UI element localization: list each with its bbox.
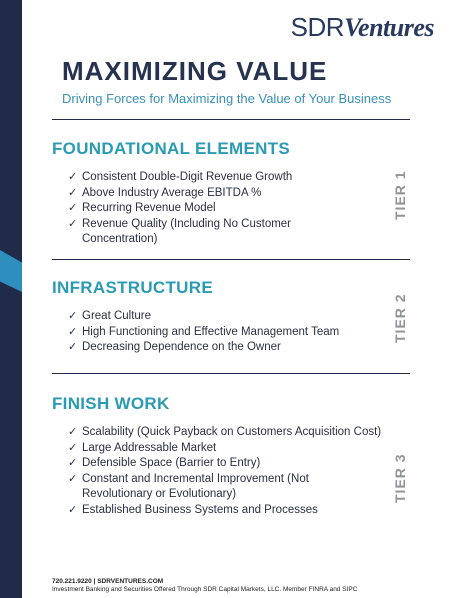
check-icon: ✓ [68, 426, 78, 438]
logo-ventures: Ventures [344, 13, 434, 42]
list-item: ✓ Revenue Quality (Including No Customer [68, 217, 292, 233]
check-icon: ✓ [68, 186, 78, 199]
check-icon: ✓ [68, 472, 78, 485]
list-item: ✓ Large Addressable Market [68, 441, 381, 457]
divider [52, 119, 410, 120]
check-icon: ✓ [68, 457, 78, 469]
list-foundational [68, 170, 292, 248]
section-heading-finish-work: FINISH WORK [52, 394, 170, 413]
check-icon: ✓ [68, 441, 78, 454]
footer-disclaimer: Investment Banking and Securities Offered Through SDR Capital Markets, LLC. Member FINRA and SIPC [52, 585, 358, 593]
list-infrastructure [68, 309, 339, 356]
divider [52, 259, 410, 260]
list-item: ✓ Scalability (Quick Payback on Customers Acquisition Cost) [68, 425, 381, 441]
list-item: ✓ Consistent Double-Digit Revenue Growth [68, 170, 292, 186]
list-item: ✓ Defensible Space (Barrier to Entry) [68, 456, 381, 472]
list-item: ✓ Established Business Systems and Processes [68, 503, 381, 519]
divider [52, 373, 410, 374]
list-item: ✓ Great Culture [68, 309, 339, 325]
check-icon: ✓ [68, 217, 78, 230]
list-item: ✓ Constant and Incremental Improvement (Not [68, 472, 381, 488]
list-item: ✓ Recurring Revenue Model [68, 201, 292, 217]
footer-contact: 720.221.9220 | SDRVENTURES.COM [52, 578, 164, 585]
check-icon: ✓ [68, 325, 78, 338]
logo [291, 12, 434, 43]
check-icon: ✓ [68, 503, 78, 516]
page-subtitle: Driving Forces for Maximizing the Value of Your Business [62, 91, 392, 106]
list-item: ✓ Decreasing Dependence on the Owner [68, 340, 339, 356]
list-finish-work [68, 425, 381, 518]
tier-label-1: TIER 1 [392, 170, 408, 220]
check-icon: ✓ [68, 171, 78, 183]
section-heading-infrastructure: INFRASTRUCTURE [52, 278, 213, 297]
check-icon: ✓ [68, 310, 78, 322]
tier-label-2: TIER 2 [392, 293, 408, 343]
list-item: ✓ Above Industry Average EBITDA % [68, 186, 292, 202]
page-title: MAXIMIZING VALUE [62, 56, 328, 86]
sidebar-band [0, 0, 22, 598]
footer [52, 578, 357, 593]
tier-label-3: TIER 3 [392, 453, 408, 503]
list-item-continuation: Revolutionary or Evolutionary) [82, 488, 237, 500]
section-heading-foundational: FOUNDATIONAL ELEMENTS [52, 139, 290, 158]
logo-sdr: SDR [290, 12, 345, 42]
list-item: ✓ High Functioning and Effective Management Team [68, 325, 339, 341]
check-icon: ✓ [68, 202, 78, 214]
list-item-continuation: Concentration) [82, 233, 158, 245]
check-icon: ✓ [68, 341, 78, 353]
